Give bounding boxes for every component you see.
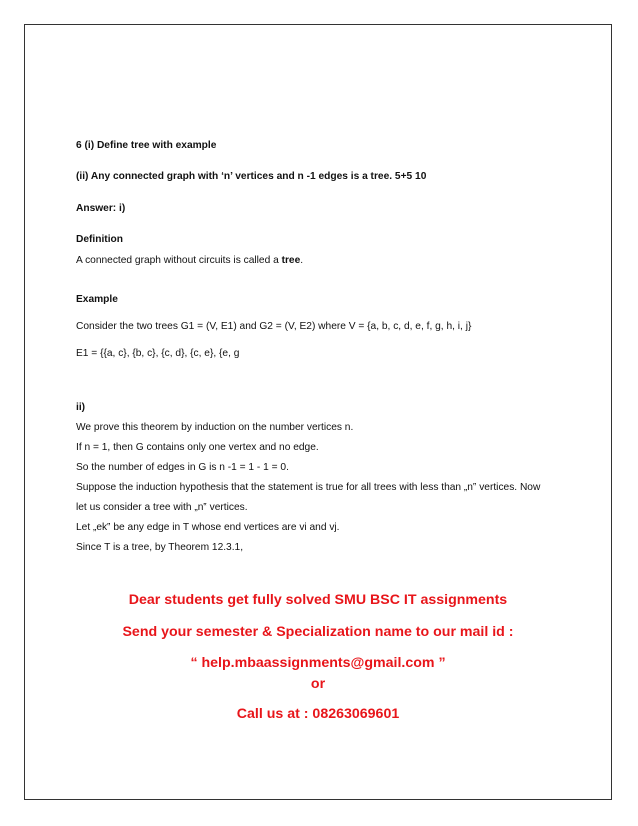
promo-or: or	[310, 676, 326, 692]
example-line-2: E1 = {{a, c}, {b, c}, {c, d}, {c, e}, {e, g	[76, 348, 240, 359]
promo-phone: Call us at : 08263069601	[236, 706, 400, 722]
example-line-1: Consider the two trees G1 = (V, E1) and G2 = (V, E2) where V = {a, b, c, d, e, f, g, h, i, j}	[76, 321, 472, 332]
answer-heading: Answer: i)	[76, 203, 126, 214]
proof-line: If n = 1, then G contains only one vertex and no edge.	[76, 442, 319, 453]
question-part-i: 6 (i) Define tree with example	[76, 140, 217, 151]
definition-text-end: .	[300, 255, 304, 266]
question-part-ii: (ii) Any connected graph with ‘n’ vertices and n -1 edges is a tree. 5+5 10	[76, 171, 427, 182]
definition-heading: Definition	[76, 234, 123, 245]
proof-line: let us consider a tree with „n‟ vertices.	[76, 502, 248, 513]
definition-text-start: A connected graph without circuits is called a	[76, 255, 282, 266]
example-heading: Example	[76, 294, 118, 305]
promo-line-2: Send your semester & Specialization name to our mail id :	[122, 624, 514, 640]
proof-line: So the number of edges in G is n -1 = 1 - 1 = 0.	[76, 462, 289, 473]
proof-line: Let „ek‟ be any edge in T whose end vertices are vi and vj.	[76, 522, 340, 533]
part-ii-heading: ii)	[76, 402, 86, 413]
definition-text	[76, 255, 303, 267]
proof-line: Since T is a tree, by Theorem 12.3.1,	[76, 542, 244, 553]
promo-email: “ help.mbaassignments@gmail.com ”	[190, 655, 446, 671]
proof-line: We prove this theorem by induction on the number vertices n.	[76, 422, 354, 433]
promo-line-1: Dear students get fully solved SMU BSC IT assignments	[128, 592, 508, 608]
definition-term: tree	[281, 255, 301, 266]
proof-line: Suppose the induction hypothesis that the statement is true for all trees with less than „n‟ vertices. Now	[76, 482, 541, 493]
